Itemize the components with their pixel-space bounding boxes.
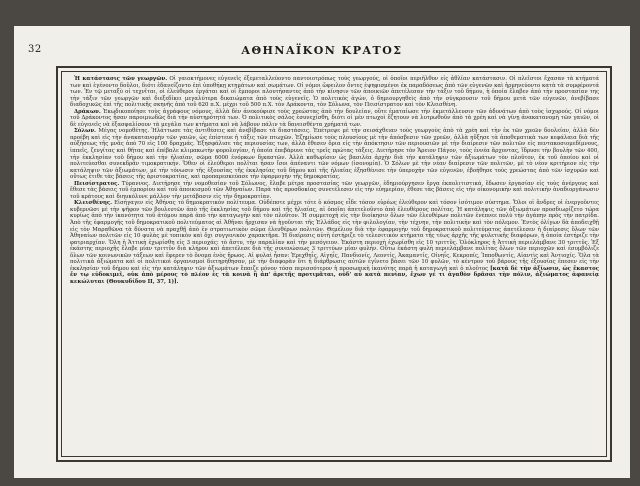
text-frame-inner: [61, 71, 607, 457]
paragraph-text: Οἱ γαιοκτήμονες εὐγενεῖς ἐξεμεταλλεύοντο παντοιοτρόπως τοὺς γεωργούς, οἱ ὁποῖοι περιῆλθον εἰς ἀθλίαν κατάστασιν. Οἱ πλεῖστοι ἔχασαν τὰ κτήματά των καὶ ἐγένοντο δοῦλοι, διότι ἐδανείζοντο ἐπὶ ὑποθήκῃ κτημάτων καὶ σωμάτων. Οἱ νόμοι ὤφειλον ὄντες ἐψηφισμένοι ἐκ παραδόσεως ἀπὸ τῶν εὐγενῶν καὶ ἡρμηνεύοντο κατὰ τὰ συμφέροντά των. Ἐν τῷ μεταξὺ οἱ τεχνῖται, οἱ ἐλεύθεροι ἐργάται καὶ οἱ ἔμποροι πλουτήσαντες ἀπὸ τὴν κίνησιν τῶν ἀποικιῶν ἀπετέλεσαν τὴν τάξιν τοῦ δήμου, ἡ ὁποία ἔλαβεν ἀπὸ τὴν προστασίαν της τὴν τάξιν τῶν γεωργῶν καὶ διεξεδίκει μεγαλύτερα δικαιώματα ἀπὸ τοὺς εὐγενεῖς. Ὁ πολιτικὸς ἀγών, ὁ δημιουργηθεὶς ἀπὸ τὴν σύγκρουσιν τοῦ δήμου μετὰ τῶν εὐγενῶν, ἀνεβίβασε διαδοχικῶς ἐπὶ τῆς πολιτικῆς σκηνῆς ἀπὸ τοῦ 620 π.Χ. μέχρι τοῦ 500 π.Χ. τὸν Δράκοντα, τὸν Σόλωνα, τὸν Πεισίστρατον καὶ τὸν Κλεισθένη.: [70, 76, 599, 109]
section-heading: Σόλων.: [74, 128, 96, 135]
paragraph-peisistratos: [70, 181, 599, 201]
paragraph-solon: [70, 128, 599, 180]
section-heading: Δράκων.: [74, 108, 101, 115]
paragraph-text: Τύραννος. Διετήρησε τὴν νομοθεσίαν τοῦ Σόλωνος, ἔλαβε μέτρα προστασίας τῶν γεωργῶν, ἐδημιούργησεν ἔργα ἐκπολιτιστικά, ἔδωσεν ἐργασίαν εἰς τοὺς ἀνέργους καὶ ἔθεσε τὰς βάσεις τοῦ ἐμπορίου καὶ τοῦ ἀποικισμοῦ τῶν Ἀθηναίων. Παρὰ τὰς προσδοκίας συνετέλεσεν εἰς τὴν εὐημερίαν, ἔθεσε τὰς βάσεις εἰς τὴν οἰκονομικὴν καὶ πολιτικὴν ἀναδιοργάνωσιν τοῦ κράτους καὶ διηυκόλυνε μάλλον τὴν μετάβασιν εἰς τὴν δημοκρατίαν.: [70, 180, 599, 200]
paragraph-text: Μέγας νομοθέτης. Ἡλάττωσε τὰς ἀντιθέσεις καὶ ἀνεβίβασε τὰ διαστάσεις. Ἐπέτρεψε μὲ τὴν σεισάχθειαν τοὺς γεωργοὺς ἀπὸ τὰ χρέη καὶ τὴν ἐκ τῶν χρεῶν δουλείαν, ἀλλὰ δὲν προέβη καὶ εἰς τὴν ἀνακατανομὴν τῶν γαιῶν, ὡς ἐπίστευε ἡ τάξις τῶν πτωχῶν. Ἐζημίωσε τοὺς πλουσίους μὲ τὴν ἀπόσβεσιν τῶν χρεῶν, ἀλλὰ ηὔξησε τὰ ἀποθεματικὰ των κεφάλαια διὰ τῆς αὐξήσεως τῆς μνᾶς ἀπὸ 70 εἰς 100 δραχμάς. Ἐξησφάλισε τὰς περιουσίας των, ἀλλὰ ἔθεσεν ὅρια εἰς τὴν ἀπόκτησιν τῶν περιουσιῶν μὲ τὴν διαίρεσιν τῶν πολιτῶν εἰς πεντακοσιομεδίμνους, ἱππεῖς, ζευγίτας καὶ θῆτας καὶ ἐπέβαλε κλιμακωτὴν φορολογίαν, ἡ ὁποία ἐπεβάρυνε τὰς τρεῖς πρώτας τάξεις. Διετήρησε τὸν Ἄρειον Πάγον, τοὺς ἐννέα ἄρχοντας, ἵδρυσε τὴν βουλὴν τῶν 400, τὴν ἐκκλησίαν τοῦ δήμου καὶ τὴν ἡλιαίαν, σῶμα 6000 ἐνόρκων δικαστῶν. Ἀλλὰ καθωρίσεν ὡς βασιλέα ἀρχὴν διὰ τὴν κατάληψιν τῶν ἀξιωμάτων τὸν πλοῦτον, ἐκ τοῦ ὁποίου καὶ οἱ πολιτεύεσθαι συνεκδρᾶν τιμοκρατικήν. Ὅθεν οἱ ἐλεύθεροι πολῖται ἦσαν ἴσοι ἀπέναντι τῶν νόμων (ἰσονομία). Ὁ Σόλων μὲ τὴν νέαν διαίρεσιν τῶν πολιτῶν, μὲ τὸ νέον κριτήριον εἰς τὴν κατάληψιν τῶν ἀξιωμάτων, μὲ τὴν τόνωσιν τῆς ἐξουσίας τῆς ἐκκλησίας τοῦ δήμου καὶ τῆς ἡλιαίας ἐξησθένισε τὴν ὑπεροχὴν τῶν εὐγενῶν, ἐβοήθησε τοὺς χρεώστας ἀπὸ τῶν ἰσχυρῶν καὶ οὕτως ἐτιθε τὰς βάσεις τῆς ἀριστοκρατίας, καὶ προπαρεσκεύασε τὴν ἐφαρμογὴν τῆς δημοκρατίας.: [70, 128, 600, 181]
running-head: ΑΘΗΝΑΪΚΟΝ ΚΡΑΤΟΣ: [241, 44, 403, 57]
section-heading: Ἡ κατάστασις τῶν γεωργῶν.: [74, 76, 168, 82]
book-page: [14, 26, 630, 478]
section-heading: Κλεισθένης.: [74, 200, 113, 207]
paragraph-kleisthenes: [70, 200, 599, 285]
thucydides-quote: [κατὰ δὲ τὴν ἀξίωσιν, ὡς ἕκαστος ἔν τῳ εὐδοκιμεῖ, οὐκ ἀπὸ μέρους τὸ πλέον ἐς τὰ κοινὰ ἢ ἀπ' ἀρετῆς προτιμᾶται, οὐδ' αὖ κατὰ πενίαν, ἔχων γέ τι ἀγαθὸν δρᾶσαι τὴν πόλιν, ἀξιώματος ἀφανείᾳ κεκώλυται (Θουκυδίδου II, 37, 1)].: [70, 265, 600, 285]
text-frame: [56, 66, 612, 462]
paragraph-text: Ἐκωδικοποίησε τοὺς ἀγράφους νόμους, ἀλλὰ δὲν ἀνεκούφισε τοὺς χρεώστας ἀπὸ τὴν δουλείαν, οὔτε ἐματαίωσε τὴν ἐκμετάλλευσιν τῶν ἀδυνάτων ἀπὸ τοὺς ἰσχυρούς. Οἱ νόμοι τοῦ Δράκοντος ἦσαν παροιμιωδῶς διὰ τὴν αὐστηρότητά των. Ὁ πολιτικὸς σάλος ἐσυνεχίσθη, διότι οἱ μὲν πτωχοὶ ἔζητουν νὰ λυτρωθοῦν ἀπὸ τὰ χρέη καὶ νὰ γίνῃ ἀνακατανομὴ τῶν γαιῶν, οἱ δὲ εὐγενεῖς νὰ ἐξασφαλίσουν τὰ μεγάλα των κτήματα καὶ νὰ λάβουν πάλιν τὰ δανεισθέντα χρήματά των.: [70, 108, 599, 128]
paragraph-text: Εἰσήγαγεν εἰς Ἀθήνας τὸ δημοκρατικὸν πολίτευμα. Οὐδέποτε μέχρι τότε ὁ κόσμος εἶδε τόσον εὐρέως ἐλεύθερον καὶ τόσον ἰσότιμον σύστημα. Ὅλοι οἱ ἄνδρες οἱ ἐνεργοῦντες κυβερνῶσι μὲ τὴν ψῆφον τῶν βουλευτῶν ἀπὸ τῆς ἐκκλησίας τοῦ δήμου καὶ τῆς ἡλιαίας, αἱ ὁποῖαι ἀπετελοῦντο ἀπὸ ἐλευθέρους πολίτας. Ἡ κατάληψις τῶν ἀξιωμάτων προσδιωρίζετο τώρα κυρίως ἀπὸ τὴν ἱκανότητα τοῦ ἀτόμου παρὰ ἀπὸ τὴν καταγωγὴν καὶ τὸν πλοῦτον. Ἡ συμμετοχὴ εἰς τὴν διοίκησιν ὅλων τῶν ἐλευθέρων πολιτῶν ἐνέπνεε πολὺ τὴν ἀγάπην πρὸς τὴν πατρίδα. Ἀπὸ τῆς ἐφαρμογῆς τοῦ δημοκρατικοῦ πολιτεύματος αἱ Ἀθῆναι ἤρχισαν νὰ ἡγοῦνται τῆς Ἑλλάδος εἰς τὴν φιλολογίαν, τὴν τέχνην, τὴν πολιτικὴν καὶ τὸν πόλεμον. Ἐντὸς ὀλίγων δὰ ἀποδειχθῇ εἰς τὸν Μαραθῶνα τὰ δύνατα νὰ πραχθῇ ἀπὸ ἐν στρατιωτικὸν σῶμα ἐλευθέρων πολιτῶν. Θεμέλιον διὰ τὴν ἐφαρμογὴν τοῦ δημοκρατικοῦ πολιτεύματος ἀπετέλεσεν ἡ διαίρεσις ὅλων τῶν Ἀθηναίων πολιτῶν εἰς 10 φυλὰς μὲ τοπικὸν καὶ ὄχι συγγενικὸν χαρακτῆρα. Ἡ διαίρεσις αὐτὴ ἐστήριζε τὸ τελεσιτικὸν κτήματα τῆς τέως ἀρχῆς τῆς φυλετικῆς διαφόρων, ἡ ὁποία ἐστήριζε τὴν φατριαρχίαν. Ὅλη ἡ Ἀττικὴ ἐχωρίσθη εἰς 3 περιοχάς: τὸ ἄστυ, τὴν παραλίαν καὶ τὴν μεσόγειον. Ἑκάστη περιοχὴ ἐχωρίσθη εἰς 10 τριττῦς. Ὁλόκληρος ἡ Ἀττικὴ περιελάμβανε 30 τριττῦς. Ἐξ ἑκάστης περιοχῆς ἔλαβε μίαν τριττῦν διὰ κλήρου καὶ ἀπετέλεσε διὰ τῆς συνενώσεως 3 τριττύων μίαν φυλήν. Οὕτω ἑκάστη φυλὴ περιελάμβανε πολίτας ὅλων τῶν περιοχῶν καὶ ἐσυμβόλιζε ὅλων τῶν κοινωνικῶν τάξεων καὶ ἔφερεν τὸ ὄνομα ἑνὸς ἥρωος. Αἱ φυλαὶ ἦσαν: Ἐρεχθηΐς, Αἰγηΐς, Πανδιονίς, Λεοντίς, Ἀκαμαντίς, Οἰνηΐς, Κεκροπίς, Ἱπποθωντίς, Αἰαντὶς καὶ Ἀντιοχίς. Ὅλα τὰ πολιτικὰ ἀξιώματα καὶ οἱ πολιτικοὶ ὀργανισμοὶ διετηρήθησαν, μὲ τὴν διαφορὰν ὅτι ἡ διάρθρωσις αὐτῶν ἐγίνετο βάσει τῶν 10 φυλῶν, τὸ κέντρον τοῦ βάρους τῆς ἐξουσίας ἔπεσεν εἰς τὴν ἐκκλησίαν τοῦ δήμου καὶ εἰς τὴν κατάληψιν τῶν ἀξιωμάτων ἔπαιζε μόνον τόσα περισσότερον ἡ προσωπικὴ ἱκανότης παρὰ ἡ καταγωγὴ καὶ ὁ πλοῦτος: [70, 200, 599, 272]
page-number: 32: [28, 44, 42, 55]
paragraph-drakon: [70, 109, 599, 129]
paragraph-georgoi: [70, 76, 599, 109]
section-heading: Πεισίστρατος.: [74, 180, 120, 187]
